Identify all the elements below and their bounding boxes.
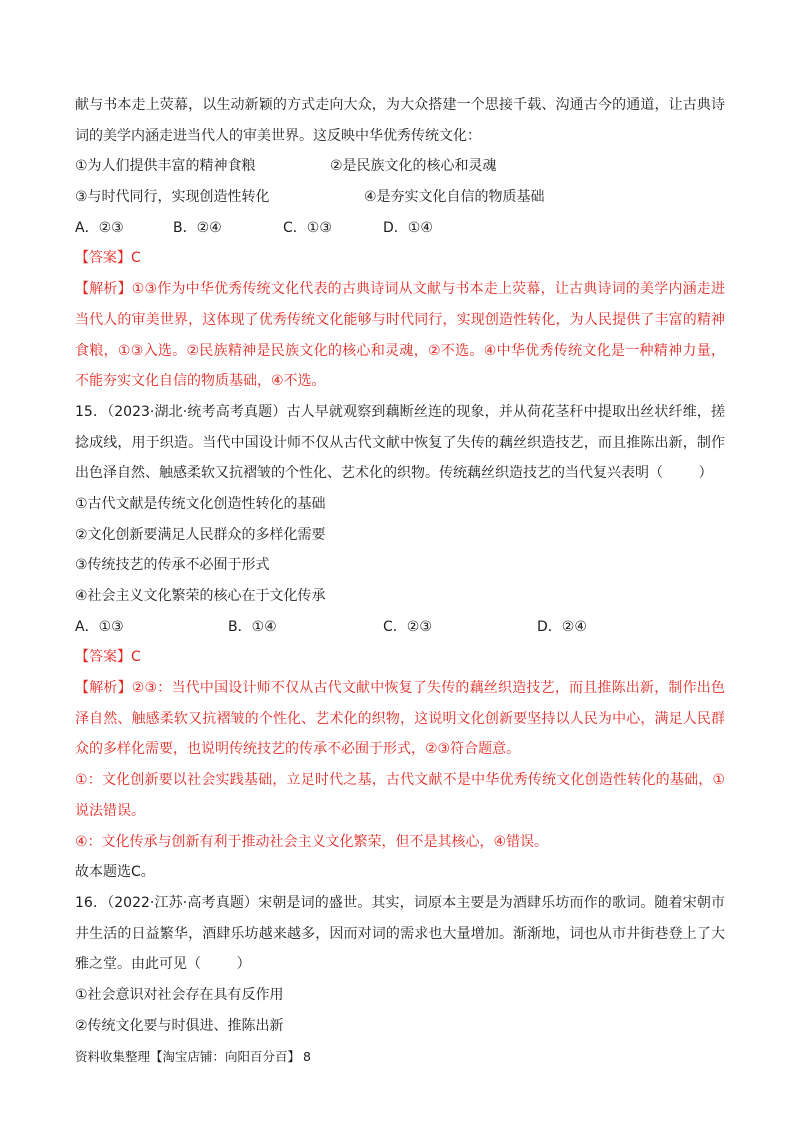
option-1: ①古代文献是传统文化创造性转化的基础	[75, 495, 326, 512]
question-15-stem-line	[75, 458, 725, 489]
analysis-line: 【解析】②③：当代中国设计师不仅从古代文献中恢复了失传的藕丝织造技艺，而且推陈出新，制作出色	[75, 680, 725, 697]
option-2: ②是民族文化的核心和灵魂	[330, 158, 497, 175]
question-number: 15．	[75, 403, 108, 420]
choice-row	[75, 213, 725, 244]
page-body	[75, 90, 725, 1041]
page-number: 8	[303, 1049, 311, 1064]
option-4: ④社会主义文化繁荣的核心在于文化传承	[75, 588, 326, 604]
choice-d: D．②④	[537, 618, 587, 635]
choice-a: A．①③	[75, 618, 124, 635]
option-2: ②传统文化要与时俱进、推陈出新	[75, 1017, 284, 1034]
choice-b: B．①④	[228, 618, 277, 635]
analysis-line: 【解析】①③作为中华优秀传统文化代表的古典诗词从文献与书本走上荧幕，让古典诗词的美学内涵走进	[75, 281, 725, 298]
choice-row	[75, 612, 725, 643]
answer-blank: （ ）	[649, 465, 713, 482]
option-1: ①为人们提供丰富的精神食粮	[75, 158, 256, 175]
choice-a: A．②③	[75, 219, 124, 236]
question-15-stem-line	[75, 397, 725, 428]
choice-b: B．②④	[173, 219, 222, 236]
question-stem-line: 词的美学内涵走进当代人的审美世界。这反映中华优秀传统文化：	[75, 127, 481, 144]
option-3: ③与时代同行，实现创造性转化	[75, 189, 270, 206]
question-source: （2023·湖北·统考高考真题）	[107, 403, 287, 420]
choice-c: C．①③	[283, 219, 332, 236]
conclusion: 故本题选C。	[75, 864, 155, 881]
question-stem-text: 古人早就观察到藕断丝连的现象，并从荷花茎秆中提取出丝状纤维，搓	[286, 403, 725, 420]
question-number: 16．	[75, 894, 108, 911]
analysis-line: 众的多样化需要，也说明传统技艺的传承不必囿于形式，②③符合题意。	[75, 741, 521, 758]
analysis-line: 当代人的审美世界，这体现了优秀传统文化能够与时代同行，实现创造性转化，为人民提供了丰富的精神	[75, 311, 725, 328]
answer-label: 【答案】C	[75, 649, 141, 666]
option-3: ③传统技艺的传承不必囿于形式	[75, 557, 270, 574]
analysis-line: 泽自然、触感柔软又抗褶皱的个性化、艺术化的织物，这说明文化创新要坚持以人民为中心，满足人民群	[75, 710, 725, 727]
question-stem-text: 雅之堂。由此可见	[75, 956, 187, 973]
analysis-line: ①：文化创新要以社会实践基础，立足时代之基，古代文献不是中华优秀传统文化创造性转化的基础，①	[75, 772, 725, 789]
option-2: ②文化创新要满足人民群众的多样化需要	[75, 526, 326, 543]
question-16-stem-line	[75, 949, 725, 980]
option-row	[75, 151, 725, 182]
choice-d: D．①④	[383, 219, 433, 236]
analysis-line: ④：文化传承与创新有利于推动社会主义文化繁荣，但不是其核心，④错误。	[75, 833, 549, 850]
analysis-line: 食粮，①③入选。②民族精神是民族文化的核心和灵魂，②不选。④中华优秀传统文化是一种精神力量，	[75, 342, 725, 359]
answer-blank: （ ）	[187, 956, 251, 973]
footer-source: 资料收集整理【淘宝店铺：向阳百分百】	[75, 1049, 301, 1064]
option-1: ①社会意识对社会存在具有反作用	[75, 986, 284, 1003]
question-15-stem-line: 捻成线，用于织造。当代中国设计师不仅从古代文献中恢复了失传的藕丝织造技艺，而且推陈出新，制作	[75, 434, 725, 451]
question-stem-text: 出色泽自然、触感柔软又抗褶皱的个性化、艺术化的织物。传统藕丝织造技艺的当代复兴表明	[75, 465, 649, 482]
analysis-line: 不能夯实文化自信的物质基础，④不选。	[75, 373, 326, 390]
option-4: ④是夯实文化自信的物质基础	[364, 189, 545, 206]
question-16-stem-line	[75, 888, 725, 919]
answer-label: 【答案】C	[75, 250, 141, 267]
question-16-stem-line: 井生活的日益繁华，酒肆乐坊越来越多，因而对词的需求也大量增加。渐渐地，词也从市井街巷登上了大	[75, 925, 725, 942]
option-row	[75, 182, 725, 213]
question-source: （2022·江苏·高考真题）	[107, 894, 259, 911]
analysis-line: 说法错误。	[75, 802, 145, 819]
question-stem-text: 宋朝是词的盛世。其实，词原本主要是为酒肆乐坊而作的歌词。随着宋朝市	[258, 894, 725, 911]
choice-c: C．②③	[383, 618, 432, 635]
page-footer	[75, 1046, 725, 1068]
question-stem-line: 献与书本走上荧幕，以生动新颖的方式走向大众，为大众搭建一个思接千载、沟通古今的通道，让古典诗	[75, 97, 725, 113]
